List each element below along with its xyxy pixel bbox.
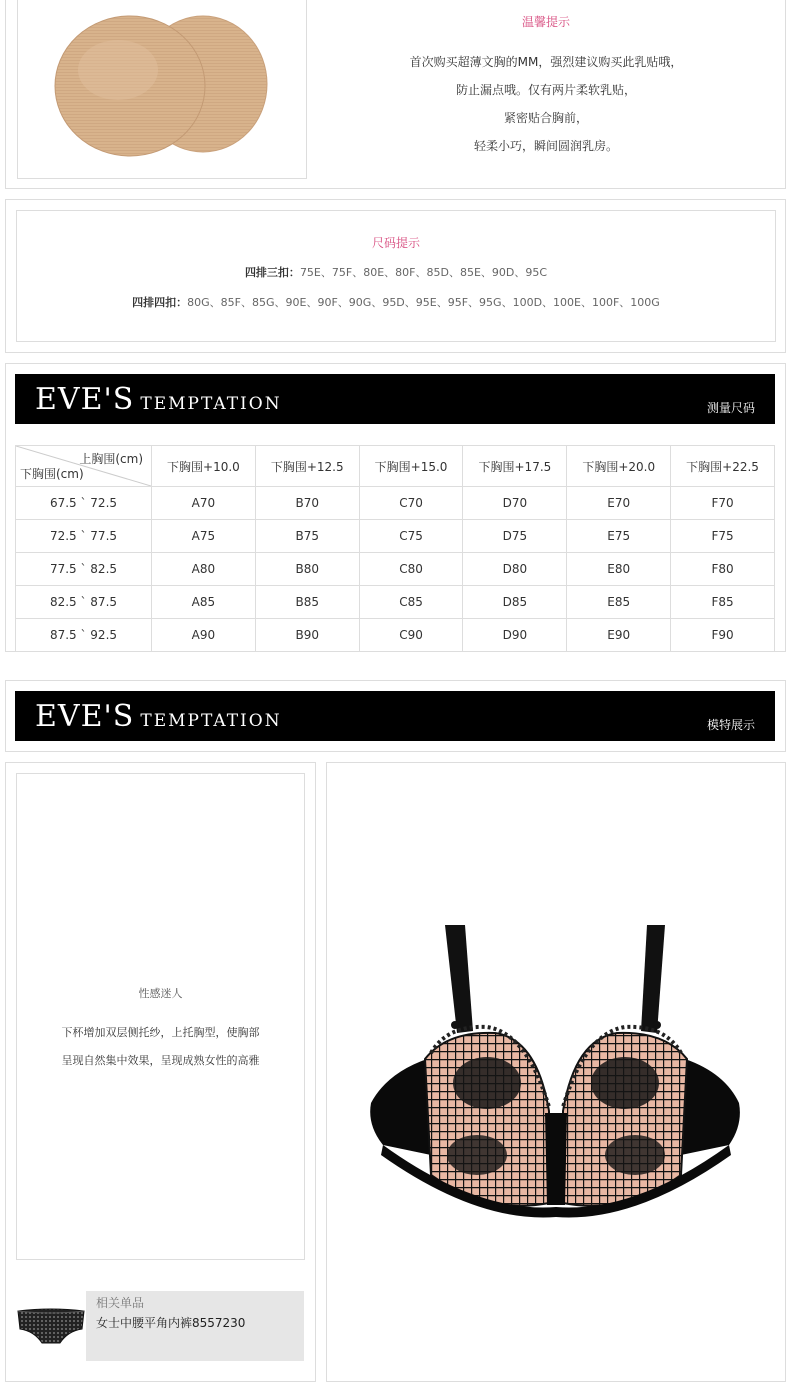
measure-banner-title: 测量尺码 [706, 401, 755, 415]
table-cell: C75 [359, 520, 463, 553]
size-tip-row-2 [17, 294, 775, 310]
feature-line: 呈现自然集中效果，呈现成熟女性的高雅 [61, 1054, 260, 1067]
measure-banner [15, 374, 775, 424]
brand-logo: EVE'S TEMPTATION [35, 699, 282, 734]
table-cell: A80 [152, 553, 256, 586]
nipple-pad-image [18, 0, 306, 178]
table-row [16, 619, 775, 652]
tip-section [5, 0, 786, 189]
table-cell: C85 [359, 586, 463, 619]
row-range: 67.5 ` 72.5 [16, 487, 152, 520]
table-cell: A85 [152, 586, 256, 619]
table-cell: F70 [671, 487, 775, 520]
table-cell: D85 [463, 586, 567, 619]
table-cell: D80 [463, 553, 567, 586]
table-row [16, 487, 775, 520]
size-tip-row-1-label: 四排三扣： [244, 266, 300, 279]
related-product-name[interactable]: 女士中腰平角内裤8557230 [96, 1316, 246, 1330]
tip-line: 首次购买超薄文胸的MM，强烈建议购买此乳贴哦， [409, 55, 683, 69]
table-cell: F75 [671, 520, 775, 553]
table-cell: E90 [567, 619, 671, 652]
table-cell: A75 [152, 520, 256, 553]
table-row [16, 586, 775, 619]
table-cell: C80 [359, 553, 463, 586]
table-cell: E70 [567, 487, 671, 520]
table-header-row [16, 446, 775, 487]
table-row [16, 520, 775, 553]
brand-logo: EVE'S TEMPTATION [35, 382, 282, 417]
bra-product-image [327, 763, 785, 1381]
table-row [16, 553, 775, 586]
table-header: 下胸围+17.5 [463, 446, 567, 487]
table-cell: D70 [463, 487, 567, 520]
tip-line: 防止漏点哦。仅有两片柔软乳贴， [455, 83, 636, 97]
size-table [15, 445, 775, 652]
feature-title: 性感迷人 [138, 987, 183, 1000]
tip-line: 紧密贴合胸前， [503, 111, 588, 125]
model-banner [15, 691, 775, 741]
table-cell: B75 [255, 520, 359, 553]
table-cell: C90 [359, 619, 463, 652]
table-cell: A90 [152, 619, 256, 652]
table-cell: F80 [671, 553, 775, 586]
nipple-pad-image-frame [17, 0, 307, 179]
corner-bottom-label: 下胸围(cm) [20, 467, 84, 481]
tip-line: 轻柔小巧，瞬间圆润乳房。 [473, 139, 618, 153]
table-cell: A70 [152, 487, 256, 520]
table-cell: B70 [255, 487, 359, 520]
related-product[interactable] [16, 1291, 306, 1361]
model-banner-title: 模特展示 [706, 718, 755, 732]
panty-thumbnail[interactable] [16, 1291, 86, 1361]
table-cell: E80 [567, 553, 671, 586]
size-tip-row-1 [17, 264, 775, 280]
corner-top-label: 上胸围(cm) [79, 452, 143, 466]
table-cell: F85 [671, 586, 775, 619]
row-range: 82.5 ` 87.5 [16, 586, 152, 619]
table-cell: D90 [463, 619, 567, 652]
model-banner-section [5, 680, 786, 752]
size-table-wrap [15, 445, 775, 652]
size-tip-row-2-values: 80G、85F、85G、90E、90F、90G、95D、95E、95F、95G、100D、100E、100F、100G [187, 296, 660, 309]
table-cell: D75 [463, 520, 567, 553]
table-cell: E75 [567, 520, 671, 553]
table-cell: B90 [255, 619, 359, 652]
feature-line: 下杯增加双层侧托纱，上托胸型，使胸部 [61, 1026, 260, 1039]
size-tip-row-2-label: 四排四扣： [132, 296, 188, 309]
size-chart-section [5, 363, 786, 652]
table-cell: E85 [567, 586, 671, 619]
table-header: 下胸围+10.0 [152, 446, 256, 487]
table-corner-cell [16, 446, 152, 487]
table-cell: F90 [671, 619, 775, 652]
table-header: 下胸围+20.0 [567, 446, 671, 487]
table-cell: B85 [255, 586, 359, 619]
table-header: 下胸围+15.0 [359, 446, 463, 487]
tip-title: 温馨提示 [521, 15, 570, 29]
size-tip-title: 尺码提示 [371, 236, 420, 250]
table-cell: B80 [255, 553, 359, 586]
product-image-section [326, 762, 786, 1382]
row-range: 87.5 ` 92.5 [16, 619, 152, 652]
feature-text-box [16, 773, 305, 1260]
row-range: 72.5 ` 77.5 [16, 520, 152, 553]
feature-section [5, 762, 316, 1382]
size-tip-row-1-values: 75E、75F、80E、80F、85D、85E、90D、95C [299, 266, 548, 279]
row-range: 77.5 ` 82.5 [16, 553, 152, 586]
related-info [86, 1291, 304, 1361]
size-tip-box [16, 210, 776, 342]
table-header: 下胸围+22.5 [671, 446, 775, 487]
size-tip-section [5, 199, 786, 353]
table-cell: C70 [359, 487, 463, 520]
table-header: 下胸围+12.5 [255, 446, 359, 487]
related-label: 相关单品 [96, 1296, 145, 1310]
